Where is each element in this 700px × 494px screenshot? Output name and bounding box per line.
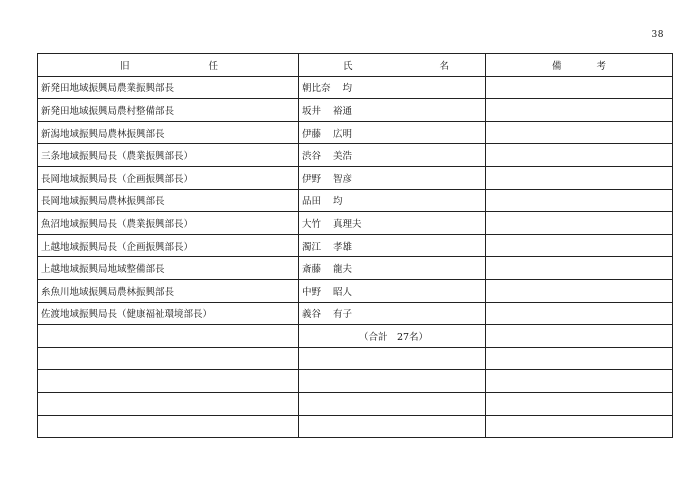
former-position-cell: 新潟地域振興局農林振興部長 [38, 121, 299, 144]
surname: 渋谷 [302, 151, 322, 163]
surname: 義谷 [302, 309, 322, 321]
given-name: 有子 [333, 309, 353, 321]
remarks-cell [486, 212, 673, 235]
empty-cell [299, 347, 486, 370]
given-name: 真理夫 [333, 218, 362, 230]
header-remarks-char-1: 備 [552, 60, 562, 72]
header-remarks-char-2: 考 [596, 60, 606, 72]
remarks-cell [486, 144, 673, 167]
surname: 大竹 [302, 218, 322, 230]
remarks-cell [486, 76, 673, 99]
remarks-cell [486, 302, 673, 325]
table-row [38, 302, 673, 325]
table-row [38, 212, 673, 235]
empty-row [38, 392, 673, 415]
given-name: 広明 [333, 128, 353, 140]
empty-cell [38, 370, 299, 393]
name-cell [299, 302, 486, 325]
name-cell [299, 121, 486, 144]
surname: 朝比奈 [302, 83, 331, 95]
name-cell [299, 144, 486, 167]
empty-row [38, 370, 673, 393]
name-cell [299, 279, 486, 302]
table-row [38, 234, 673, 257]
table-row [38, 144, 673, 167]
table-row [38, 279, 673, 302]
former-position-cell: 糸魚川地域振興局農林振興部長 [38, 279, 299, 302]
former-position-cell: 上越地域振興局長（企画振興部長） [38, 234, 299, 257]
total-row [38, 325, 673, 348]
given-name: 昭人 [333, 286, 353, 298]
former-position-cell: 長岡地域振興局農林振興部長 [38, 189, 299, 212]
table-row [38, 99, 673, 122]
former-position-cell: 上越地域振興局地域整備部長 [38, 257, 299, 280]
table-body [38, 76, 673, 438]
table-row [38, 166, 673, 189]
remarks-cell [486, 279, 673, 302]
header-former-position [38, 54, 299, 77]
empty-cell [486, 415, 673, 438]
surname: 濁江 [302, 241, 322, 253]
empty-cell [299, 392, 486, 415]
former-position-cell: 新発田地域振興局農業振興部長 [38, 76, 299, 99]
header-name-char-1: 氏 [343, 60, 353, 72]
header-former-position-char-2: 任 [208, 60, 218, 72]
surname: 品田 [302, 196, 322, 208]
given-name: 均 [333, 196, 343, 208]
empty-cell [38, 392, 299, 415]
former-position-cell: 長岡地域振興局長（企画振興部長） [38, 166, 299, 189]
empty-cell [486, 392, 673, 415]
former-position-cell: 三条地域振興局長（農業振興部長） [38, 144, 299, 167]
empty-cell [38, 325, 299, 348]
former-position-cell: 佐渡地域振興局長（健康福祉環境部長） [38, 302, 299, 325]
given-name: 美浩 [333, 151, 353, 163]
personnel-table [37, 53, 673, 438]
empty-row [38, 347, 673, 370]
remarks-cell [486, 166, 673, 189]
table-row [38, 189, 673, 212]
page-number: 38 [651, 30, 664, 40]
header-name [299, 54, 486, 77]
name-cell [299, 257, 486, 280]
surname: 中野 [302, 286, 322, 298]
table-row [38, 76, 673, 99]
empty-cell [486, 325, 673, 348]
former-position-cell: 新発田地域振興局農村整備部長 [38, 99, 299, 122]
name-cell [299, 76, 486, 99]
table-header-row [38, 54, 673, 77]
surname: 坂井 [302, 105, 322, 117]
given-name: 智彦 [333, 173, 353, 185]
header-remarks [486, 54, 673, 77]
empty-cell [486, 347, 673, 370]
empty-cell [299, 370, 486, 393]
given-name: 均 [342, 83, 353, 95]
given-name: 裕通 [333, 105, 353, 117]
remarks-cell [486, 121, 673, 144]
remarks-cell [486, 99, 673, 122]
remarks-cell [486, 189, 673, 212]
name-cell [299, 212, 486, 235]
table-row [38, 257, 673, 280]
given-name: 龍夫 [333, 264, 353, 276]
total-count: （合計 27名） [299, 325, 486, 348]
name-cell [299, 234, 486, 257]
surname: 斎藤 [302, 264, 322, 276]
header-former-position-char-1: 旧 [120, 60, 130, 72]
empty-row [38, 415, 673, 438]
surname: 伊野 [302, 173, 322, 185]
remarks-cell [486, 234, 673, 257]
remarks-cell [486, 257, 673, 280]
empty-cell [38, 347, 299, 370]
given-name: 孝雄 [333, 241, 353, 253]
empty-cell [299, 415, 486, 438]
header-name-char-2: 名 [439, 60, 449, 72]
former-position-cell: 魚沼地域振興局長（農業振興部長） [38, 212, 299, 235]
name-cell [299, 99, 486, 122]
name-cell [299, 189, 486, 212]
empty-cell [38, 415, 299, 438]
surname: 伊藤 [302, 128, 322, 140]
table-row [38, 121, 673, 144]
empty-cell [486, 370, 673, 393]
name-cell [299, 166, 486, 189]
